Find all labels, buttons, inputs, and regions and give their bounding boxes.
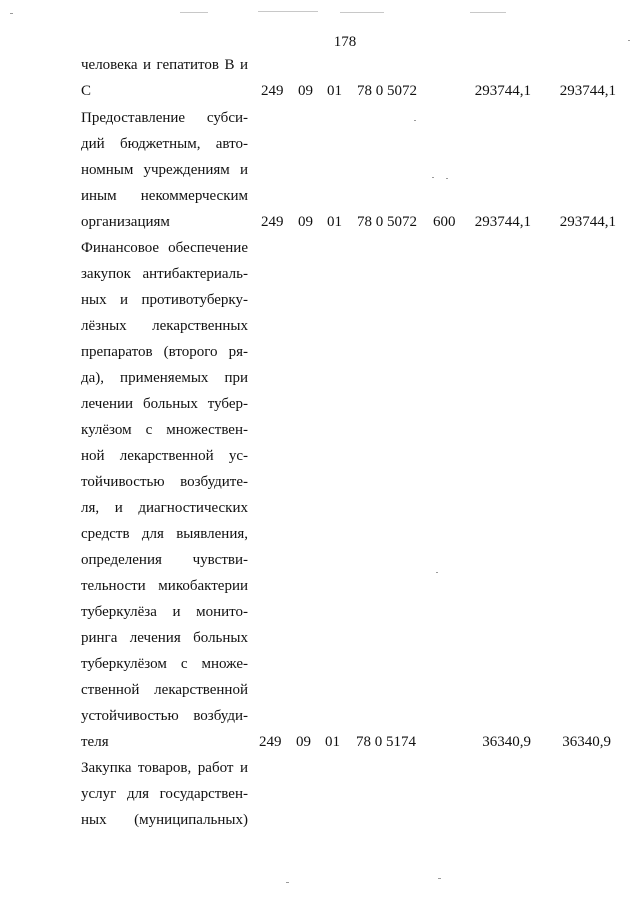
scan-speck (628, 40, 630, 41)
row-description-line: лёзных лекарственных (81, 318, 248, 334)
row-description-line: туберкулёзом с множе- (81, 656, 248, 672)
scan-speck (414, 120, 416, 121)
row-description-line: человека и гепатитов В и (81, 57, 248, 73)
row-description-line: ных и противотуберку- (81, 292, 248, 308)
scan-speck (438, 878, 441, 879)
ministry-code: 249 (261, 83, 284, 99)
row-description-line: С (81, 83, 92, 99)
row-description-line: кулёзом с множествен- (81, 422, 248, 438)
row-description-line: ной лекарственной ус- (81, 448, 248, 464)
scan-speck (432, 177, 434, 178)
scan-speck (10, 13, 13, 14)
target-article-code: 78 0 5072 (357, 83, 417, 99)
scan-speck (340, 12, 384, 13)
row-description-line: туберкулёза и монито- (81, 604, 248, 620)
amount-2: 36340,9 (562, 734, 611, 750)
scan-speck (180, 12, 208, 13)
row-description-line: определения чувстви- (81, 552, 248, 568)
row-description-line: ных (муниципальных) (81, 812, 248, 828)
row-description-line: ля, и диагностических (81, 500, 248, 516)
scan-speck (286, 882, 289, 883)
row-description-line: закупок антибактериаль- (81, 266, 248, 282)
target-article-code: 78 0 5174 (356, 734, 416, 750)
row-description-line: устойчивостью возбуди- (81, 708, 248, 724)
row-description-line: услуг для государствен- (81, 786, 248, 802)
page-number: 178 (333, 34, 357, 50)
section-code: 09 (298, 83, 313, 99)
expense-type-code: 600 (433, 214, 456, 230)
row-description-line: лечении больных тубер- (81, 396, 248, 412)
row-description-line: средств для выявления, (81, 526, 248, 542)
target-article-code: 78 0 5072 (357, 214, 417, 230)
amount-1: 293744,1 (474, 83, 531, 99)
ministry-code: 249 (261, 214, 284, 230)
row-description-line: Закупка товаров, работ и (81, 760, 248, 776)
section-code: 09 (296, 734, 311, 750)
row-description-line: ственной лекарственной (81, 682, 248, 698)
scan-speck (446, 178, 448, 179)
row-description-line: номным учреждениям и (81, 162, 248, 178)
row-description-line: тойчивостью возбудите- (81, 474, 248, 490)
row-description-line: препаратов (второго ря- (81, 344, 248, 360)
scan-speck (470, 12, 506, 13)
row-description-line: ринга лечения больных (81, 630, 248, 646)
section-code: 09 (298, 214, 313, 230)
amount-2: 293744,1 (559, 214, 616, 230)
row-description-line: дий бюджетным, авто- (81, 136, 248, 152)
ministry-code: 249 (259, 734, 282, 750)
row-description-line: иным некоммерческим (81, 188, 248, 204)
subsection-code: 01 (327, 83, 342, 99)
amount-1: 36340,9 (482, 734, 531, 750)
amount-2: 293744,1 (559, 83, 616, 99)
amount-1: 293744,1 (474, 214, 531, 230)
row-description-line: организациям (81, 214, 170, 230)
row-description-line: Предоставление субси- (81, 110, 248, 126)
subsection-code: 01 (325, 734, 340, 750)
row-description-line: да), применяемых при (81, 370, 248, 386)
scan-speck (436, 572, 438, 573)
row-description-line: Финансовое обеспечение (81, 240, 248, 256)
row-description-line: теля (81, 734, 109, 750)
scan-speck (258, 11, 318, 12)
row-description-line: тельности микобактерии (81, 578, 248, 594)
subsection-code: 01 (327, 214, 342, 230)
